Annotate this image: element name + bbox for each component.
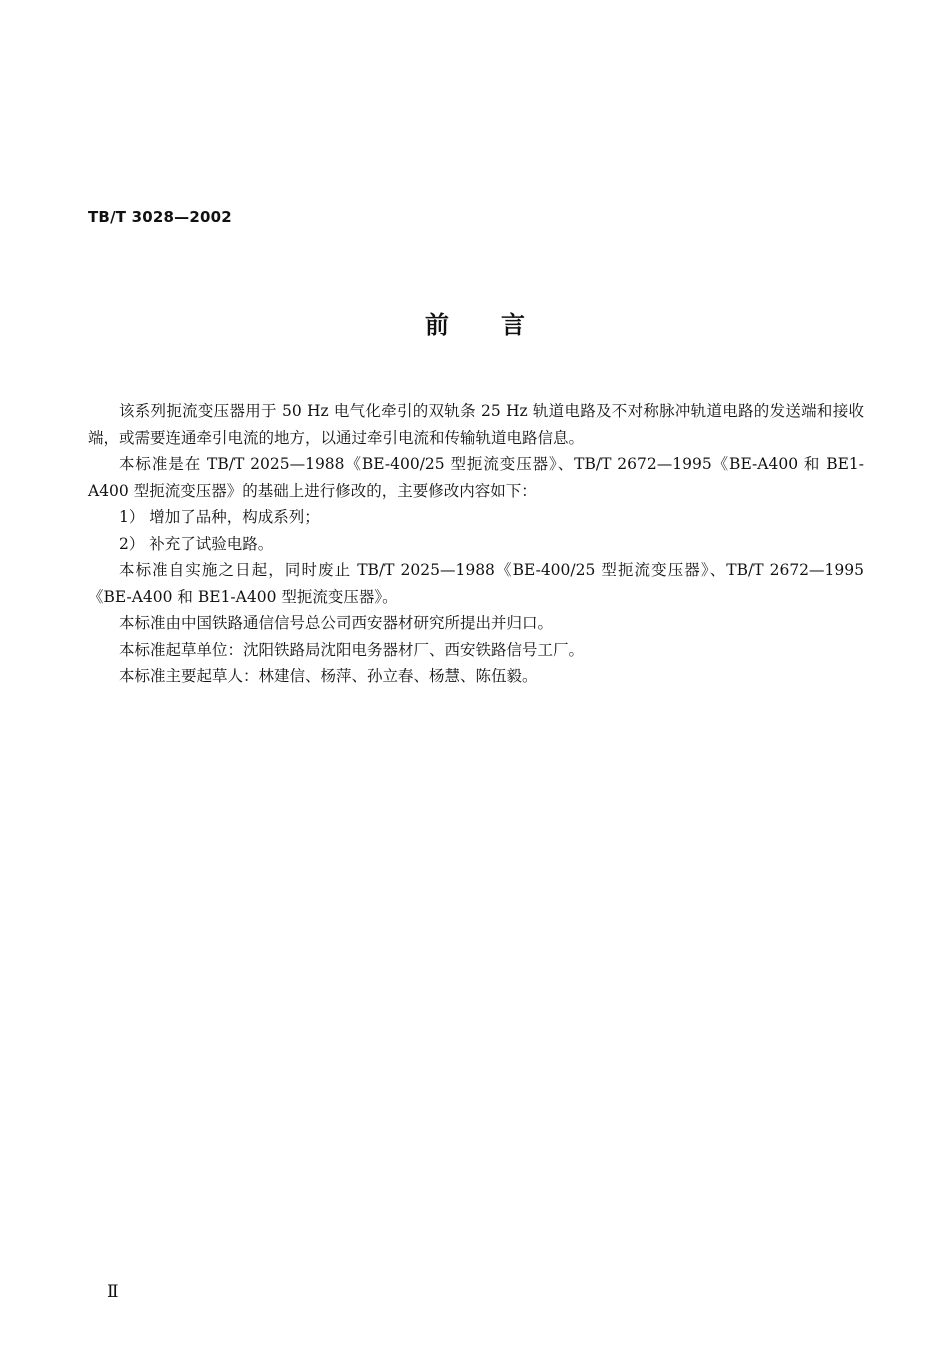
paragraph-supersedes: 本标准自实施之日起，同时废止 TB/T 2025—1988《BE-400/25 型扼流变压器》、TB/T 2672—1995《BE-A400 和 BE1-A400 型扼流变压器》。 xyxy=(88,561,864,606)
paragraph-proposer: 本标准由中国铁路通信信号总公司西安器材研究所提出并归口。 xyxy=(119,614,554,632)
document-body xyxy=(88,398,864,690)
paragraph-drafting-units: 本标准起草单位：沈阳铁路局沈阳电务器材厂、西安铁路信号工厂。 xyxy=(119,640,585,659)
page-title: 前言 xyxy=(425,311,577,339)
paragraph-purpose: 该系列扼流变压器用于 50 Hz 电气化牵引的双轨条 25 Hz 轨道电路及不对称脉冲轨道电路的发送端和接收端，或需要连通牵引电流的地方，以通过牵引电流和传输轨道电路信息。 xyxy=(88,402,864,447)
list-item-1: 1） 增加了品种，构成系列； xyxy=(119,508,320,526)
list-item-2: 2） 补充了试验电路。 xyxy=(119,534,274,553)
standard-code: TB/T 3028—2002 xyxy=(88,208,232,226)
paragraph-basis: 本标准是在 TB/T 2025—1988《BE-400/25 型扼流变压器》、TB/T 2672—1995《BE-A400 和 BE1-A400 型扼流变压器》的基础上进行修改的，主要修改内容如下： xyxy=(88,455,864,500)
page-number: Ⅱ xyxy=(107,1282,119,1302)
paragraph-drafters: 本标准主要起草人：林建信、杨萍、孙立春、杨慧、陈伍毅。 xyxy=(119,667,538,685)
